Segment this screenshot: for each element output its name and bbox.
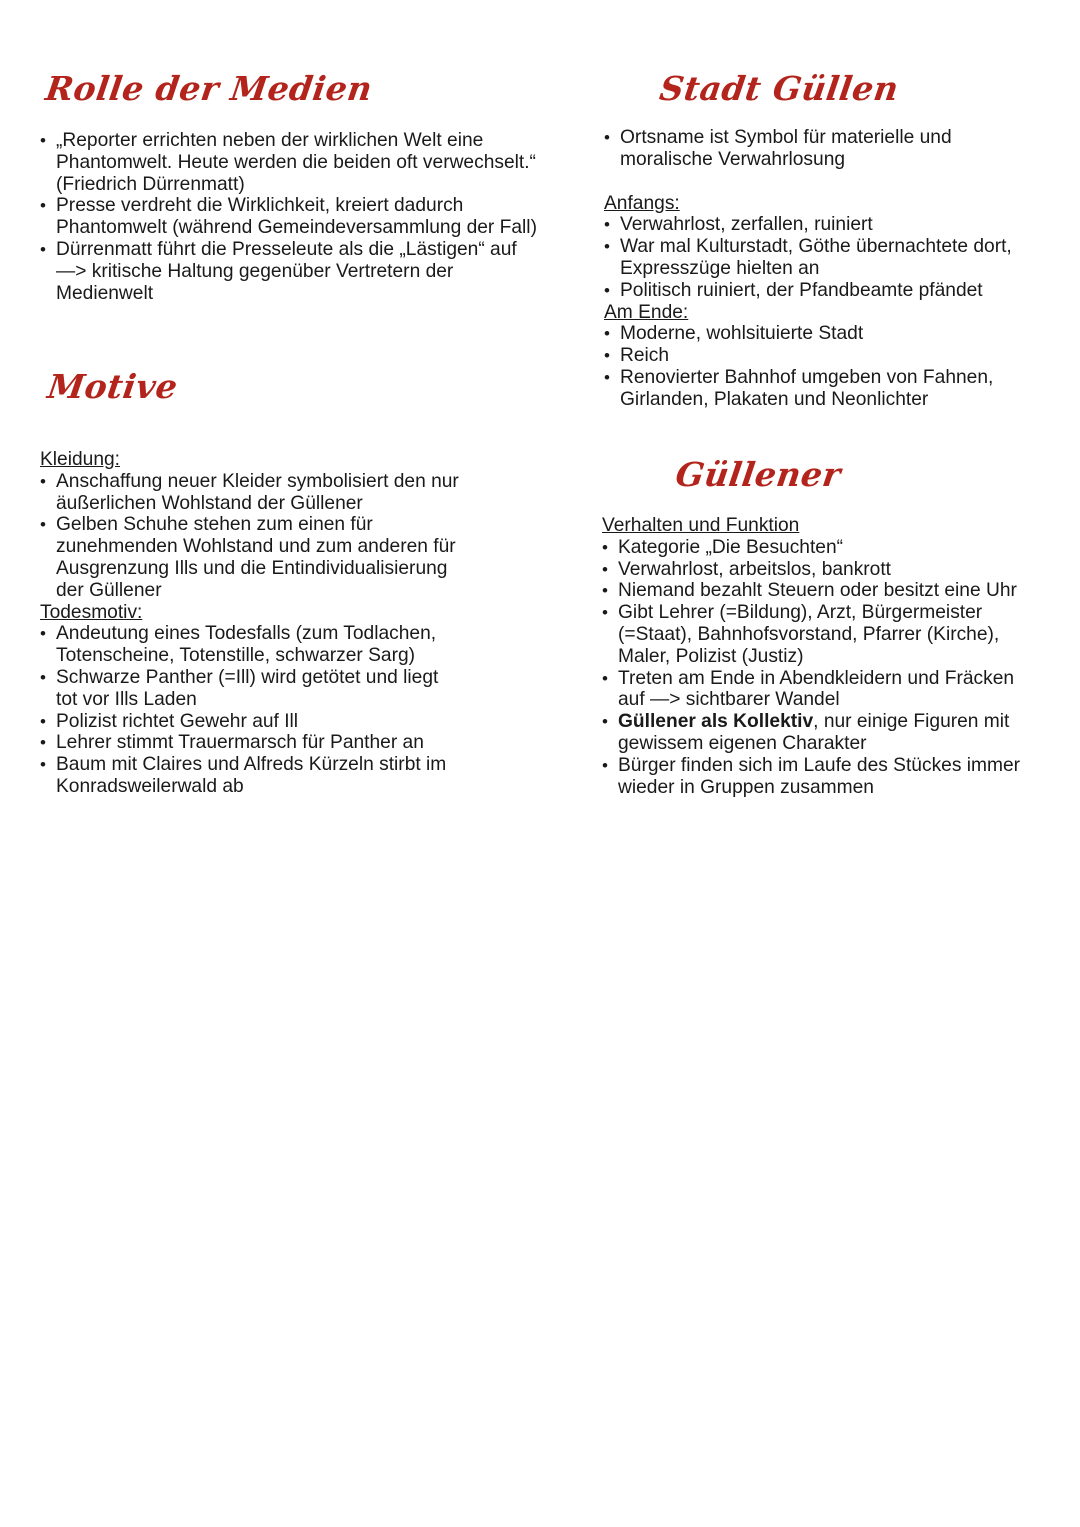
list-item: • Bürger finden sich im Laufe des Stückes immer wieder in Gruppen zusammen bbox=[602, 755, 1042, 799]
kleidung-list bbox=[40, 471, 460, 602]
section-motive bbox=[40, 367, 460, 798]
list-item: • Presse verdreht die Wirklichkeit, kreiert dadurch Phantomwelt (während Gemeindeversammlung der Fall) bbox=[40, 195, 540, 239]
list-item: • Baum mit Claires und Alfreds Kürzeln stirbt im Konradsweilerwald ab bbox=[40, 754, 460, 798]
list-item: • Schwarze Panther (=Ill) wird getötet und liegt tot vor Ills Laden bbox=[40, 667, 460, 711]
list-item: • Verwahrlost, zerfallen, ruiniert bbox=[604, 214, 1044, 236]
am-ende-list bbox=[604, 323, 1044, 410]
subheading-verhalten-und-funktion: Verhalten und Funktion bbox=[602, 515, 800, 536]
heading-rolle-der-medien: Rolle der Medien bbox=[43, 69, 375, 108]
subheading-kleidung: Kleidung: bbox=[40, 449, 121, 470]
guellener-list bbox=[602, 537, 1042, 799]
subheading-anfangs: Anfangs: bbox=[604, 192, 680, 214]
anfangs-list bbox=[604, 214, 1044, 301]
list-item: • Anschaffung neuer Kleider symbolisiert den nur äußerlichen Wohlstand der Güllener bbox=[40, 471, 460, 515]
list-item: • Polizist richtet Gewehr auf Ill bbox=[40, 711, 460, 733]
todesmotiv-list bbox=[40, 623, 460, 797]
section-guellener bbox=[602, 455, 1042, 798]
kollektiv-rest-text: , nur einige Figuren mit gewissem eigenen Charakter bbox=[618, 711, 1010, 754]
list-item: • Gelben Schuhe stehen zum einen für zunehmenden Wohlstand und zum anderen für Ausgrenzung Ills und die Entindividualisierung der Güllener bbox=[40, 514, 460, 601]
list-item: • „Reporter errichten neben der wirklichen Welt eine Phantomwelt. Heute werden die beiden oft verwechselt.“ (Friedrich Dürrenmatt) bbox=[40, 130, 540, 195]
list-item: • War mal Kulturstadt, Göthe übernachtete dort, Expresszüge hielten an bbox=[604, 236, 1044, 280]
list-item: • Ortsname ist Symbol für materielle und moralische Verwahrlosung bbox=[604, 127, 1044, 171]
list-item: • Verwahrlost, arbeitslos, bankrott bbox=[602, 559, 1042, 581]
subheading-am-ende: Am Ende: bbox=[604, 301, 689, 323]
kollektiv-bold-text: Güllener als Kollektiv bbox=[618, 711, 814, 733]
list-item: • Moderne, wohlsituierte Stadt bbox=[604, 323, 1044, 345]
section-stadt-guellen bbox=[604, 69, 1044, 411]
heading-guellener: Güllener bbox=[673, 455, 844, 494]
heading-motive: Motive bbox=[45, 367, 181, 406]
heading-stadt-guellen: Stadt Güllen bbox=[657, 69, 902, 108]
list-item: • Treten am Ende in Abendkleidern und Fräcken auf —> sichtbarer Wandel bbox=[602, 668, 1042, 712]
list-item: • Renovierter Bahnhof umgeben von Fahnen, Girlanden, Plakaten und Neonlichter bbox=[604, 367, 1044, 411]
subheading-todesmotiv: Todesmotiv: bbox=[40, 601, 143, 623]
list-item: • Politisch ruiniert, der Pfandbeamte pfändet bbox=[604, 280, 1044, 302]
list-item bbox=[602, 711, 1042, 755]
list-item: • Andeutung eines Todesfalls (zum Todlachen, Totenscheine, Totenstille, schwarzer Sarg) bbox=[40, 623, 460, 667]
list-item: • Dürrenmatt führt die Presseleute als die „Lästigen“ auf —> kritische Haltung gegenüber Vertretern der Medienwelt bbox=[40, 239, 540, 304]
list-item: • Kategorie „Die Besuchten“ bbox=[602, 537, 1042, 559]
list-item: • Niemand bezahlt Steuern oder besitzt eine Uhr bbox=[602, 580, 1042, 602]
list-item: • Gibt Lehrer (=Bildung), Arzt, Bürgermeister (=Staat), Bahnhofsvorstand, Pfarrer (Kirche), Maler, Polizist (Justiz) bbox=[602, 602, 1042, 667]
list-item: • Lehrer stimmt Trauermarsch für Panther an bbox=[40, 732, 460, 754]
stadt-intro-list bbox=[604, 127, 1044, 171]
medien-list bbox=[40, 130, 540, 304]
section-rolle-der-medien bbox=[40, 69, 540, 304]
list-item: • Reich bbox=[604, 345, 1044, 367]
